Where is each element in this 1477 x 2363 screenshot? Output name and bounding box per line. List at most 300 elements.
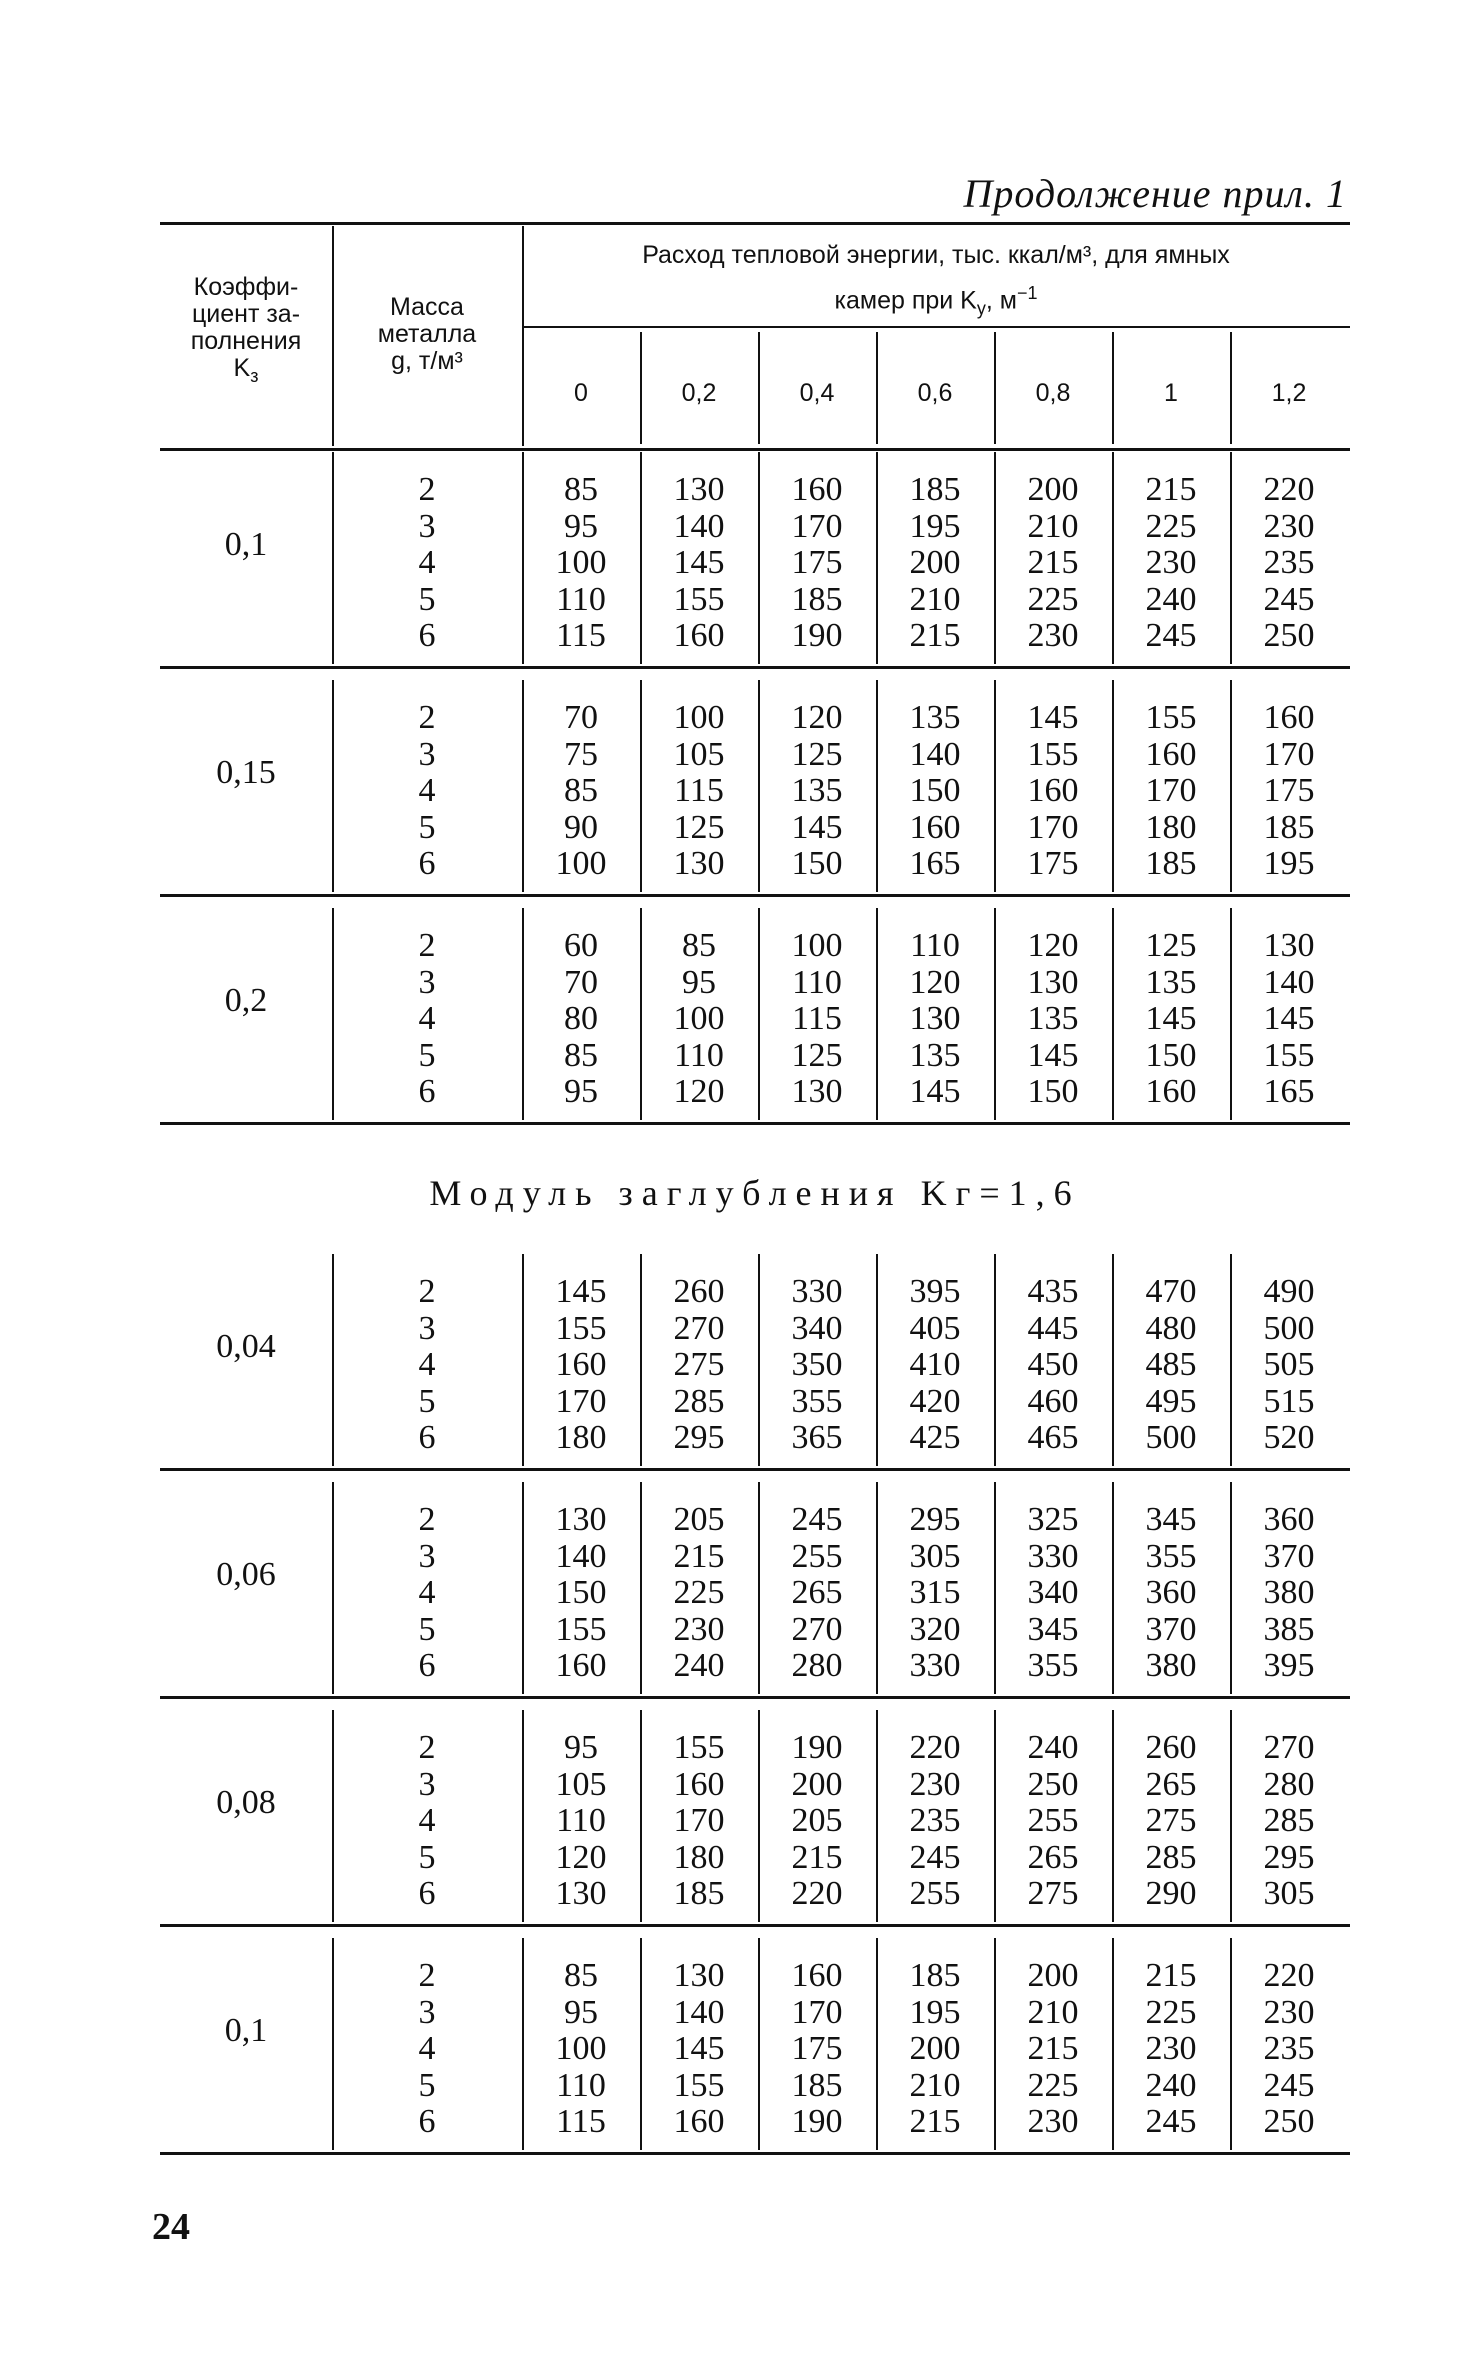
- value-cell: 105: [673, 735, 725, 773]
- mass-cell: 6: [418, 617, 436, 654]
- value-cell: 140: [1263, 963, 1315, 1001]
- value-cell: 130: [555, 1875, 607, 1912]
- value-cell: 155: [1027, 735, 1079, 773]
- mass-header: Масса металла g, т/м³: [377, 293, 477, 375]
- value-cell: 160: [555, 1346, 607, 1383]
- value-cell: 205: [673, 1501, 725, 1538]
- value-cell: 110: [792, 963, 842, 1001]
- value-cell: 115: [792, 1000, 842, 1037]
- value-cell: 230: [1027, 2103, 1079, 2140]
- ky-header-cell: 0: [574, 379, 588, 407]
- value-cell: 215: [673, 1537, 725, 1575]
- group-rule: [160, 666, 1350, 669]
- value-cell: 105: [555, 1765, 607, 1803]
- value-cell: 230: [1027, 617, 1079, 654]
- value-cell: 220: [1263, 471, 1315, 508]
- value-cell: 235: [909, 1802, 961, 1839]
- table-top-rule: [160, 222, 1350, 225]
- value-cell: 100: [673, 699, 725, 736]
- value-cell: 465: [1027, 1419, 1079, 1456]
- value-cell: 120: [555, 1838, 607, 1876]
- value-cell: 160: [1145, 1073, 1197, 1110]
- value-column: [1230, 472, 1348, 655]
- value-cell: 395: [909, 1273, 961, 1310]
- value-column: [876, 472, 994, 655]
- value-cell: 155: [673, 2066, 725, 2104]
- value-cell: 285: [1263, 1802, 1315, 1839]
- kz-value: 0,1: [224, 526, 268, 563]
- value-cell: 280: [1263, 1765, 1315, 1803]
- value-cell: 445: [1027, 1309, 1079, 1347]
- value-cell: 130: [909, 1000, 961, 1037]
- value-cell: 215: [1027, 2030, 1079, 2067]
- value-column: [994, 1958, 1112, 2141]
- mass-cell: 2: [418, 927, 436, 964]
- value-column: [994, 928, 1112, 1111]
- value-cell: 110: [674, 1036, 724, 1074]
- value-cell: 150: [791, 845, 843, 882]
- value-cell: 245: [791, 1501, 843, 1538]
- value-cell: 380: [1145, 1647, 1197, 1684]
- value-cell: 230: [1263, 1993, 1315, 2031]
- value-cell: 450: [1027, 1346, 1079, 1383]
- value-cell: 165: [909, 845, 961, 882]
- mass-cell: 2: [418, 1501, 436, 1538]
- mass-cell: 5: [418, 2066, 436, 2104]
- value-cell: 260: [1145, 1729, 1197, 1766]
- value-column: [640, 1730, 758, 1913]
- value-cell: 135: [1027, 1000, 1079, 1037]
- mass-cell: 4: [418, 1802, 436, 1839]
- mass-cell: 4: [418, 1574, 436, 1611]
- value-cell: 285: [1145, 1838, 1197, 1876]
- value-cell: 230: [673, 1610, 725, 1648]
- value-cell: 280: [791, 1647, 843, 1684]
- value-cell: 195: [909, 507, 961, 545]
- value-column: [522, 1958, 640, 2141]
- value-cell: 145: [791, 808, 843, 846]
- value-cell: 95: [682, 963, 716, 1001]
- value-cell: 190: [791, 617, 843, 654]
- value-cell: 155: [1145, 699, 1197, 736]
- mass-cell: 5: [418, 1610, 436, 1648]
- value-cell: 180: [555, 1419, 607, 1456]
- mass-cell: 5: [418, 580, 436, 618]
- value-cell: 240: [1145, 2066, 1197, 2104]
- value-column: [994, 1730, 1112, 1913]
- value-cell: 275: [1145, 1802, 1197, 1839]
- kz-header: Коэффи- циент за- полнения $K_з$: [190, 273, 302, 386]
- mass-cell: 6: [418, 1073, 436, 1110]
- value-cell: 150: [555, 1574, 607, 1611]
- value-cell: 85: [564, 1036, 598, 1074]
- value-cell: 150: [909, 772, 961, 809]
- value-cell: 210: [909, 2066, 961, 2104]
- value-cell: 405: [909, 1309, 961, 1347]
- value-column: [522, 1502, 640, 1685]
- value-column: [1112, 472, 1230, 655]
- mass-cell: 6: [418, 2103, 436, 2140]
- ky-header-cell: 0,2: [681, 379, 717, 407]
- value-cell: 145: [1145, 1000, 1197, 1037]
- value-cell: 110: [556, 1802, 606, 1839]
- value-cell: 350: [791, 1346, 843, 1383]
- value-cell: 80: [564, 1000, 598, 1037]
- mass-column: [332, 1274, 522, 1457]
- header-bottom-rule: [160, 448, 1350, 451]
- value-cell: 420: [909, 1382, 961, 1420]
- kz-value: 0,06: [216, 1556, 276, 1593]
- value-cell: 270: [673, 1309, 725, 1347]
- value-column: [994, 700, 1112, 883]
- ky-header-separator: [1230, 332, 1232, 444]
- value-cell: 155: [555, 1610, 607, 1648]
- value-cell: 245: [1145, 2103, 1197, 2140]
- mass-column: [332, 1730, 522, 1913]
- value-cell: 230: [909, 1765, 961, 1803]
- value-cell: 145: [555, 1273, 607, 1310]
- value-cell: 345: [1027, 1610, 1079, 1648]
- value-cell: 170: [1027, 808, 1079, 846]
- value-cell: 160: [791, 471, 843, 508]
- value-cell: 135: [909, 1036, 961, 1074]
- ky-header-cell: 1,2: [1271, 379, 1307, 407]
- ky-header-cell: 1: [1164, 379, 1178, 407]
- value-cell: 195: [909, 1993, 961, 2031]
- value-cell: 270: [1263, 1729, 1315, 1766]
- value-cell: 200: [909, 544, 961, 581]
- value-cell: 240: [673, 1647, 725, 1684]
- value-cell: 245: [909, 1838, 961, 1876]
- value-cell: 200: [1027, 1957, 1079, 1994]
- value-cell: 265: [1145, 1765, 1197, 1803]
- value-cell: 285: [673, 1382, 725, 1420]
- mass-cell: 4: [418, 1000, 436, 1037]
- value-column: [522, 472, 640, 655]
- value-cell: 85: [564, 471, 598, 508]
- value-cell: 490: [1263, 1273, 1315, 1310]
- mass-cell: 3: [418, 735, 436, 773]
- value-column: [758, 472, 876, 655]
- value-column: [876, 1502, 994, 1685]
- mass-cell: 2: [418, 699, 436, 736]
- value-cell: 140: [555, 1537, 607, 1575]
- mass-cell: 3: [418, 1537, 436, 1575]
- mass-cell: 5: [418, 1838, 436, 1876]
- mass-cell: 5: [418, 808, 436, 846]
- value-cell: 250: [1263, 617, 1315, 654]
- value-cell: 140: [673, 1993, 725, 2031]
- value-column: [1112, 1274, 1230, 1457]
- value-cell: 380: [1263, 1574, 1315, 1611]
- value-cell: 245: [1263, 580, 1315, 618]
- value-cell: 210: [1027, 1993, 1079, 2031]
- kz-value: 0,04: [216, 1328, 276, 1365]
- ky-header-cell: 0,4: [799, 379, 835, 407]
- value-cell: 85: [564, 1957, 598, 1994]
- value-cell: 85: [682, 927, 716, 964]
- value-cell: 60: [564, 927, 598, 964]
- value-cell: 130: [1027, 963, 1079, 1001]
- value-cell: 250: [1263, 2103, 1315, 2140]
- value-cell: 220: [909, 1729, 961, 1766]
- value-cell: 185: [1263, 808, 1315, 846]
- value-cell: 115: [556, 2103, 606, 2140]
- value-cell: 145: [673, 544, 725, 581]
- value-cell: 70: [564, 963, 598, 1001]
- section-title: Модуль заглубления Kг=1,6: [429, 1173, 1081, 1213]
- mass-column: [332, 1958, 522, 2141]
- value-column: [640, 1958, 758, 2141]
- mass-cell: 4: [418, 772, 436, 809]
- value-cell: 260: [673, 1273, 725, 1310]
- value-cell: 225: [1027, 2066, 1079, 2104]
- value-cell: 240: [1027, 1729, 1079, 1766]
- value-column: [1230, 1730, 1348, 1913]
- mass-cell: 4: [418, 544, 436, 581]
- value-cell: 435: [1027, 1273, 1079, 1310]
- value-cell: 130: [673, 845, 725, 882]
- ky-header-separator: [640, 332, 642, 444]
- value-cell: 170: [673, 1802, 725, 1839]
- value-column: [1112, 1730, 1230, 1913]
- mass-cell: 2: [418, 1729, 436, 1766]
- kz-value: 0,15: [216, 754, 276, 791]
- value-cell: 145: [1263, 1000, 1315, 1037]
- mass-column: [332, 700, 522, 883]
- value-cell: 250: [1027, 1765, 1079, 1803]
- value-cell: 355: [791, 1382, 843, 1420]
- value-cell: 295: [1263, 1838, 1315, 1876]
- value-cell: 135: [909, 699, 961, 736]
- value-cell: 170: [791, 507, 843, 545]
- value-column: [876, 1958, 994, 2141]
- value-column: [994, 1502, 1112, 1685]
- value-cell: 100: [555, 2030, 607, 2067]
- value-column: [876, 700, 994, 883]
- value-column: [1230, 928, 1348, 1111]
- value-cell: 330: [791, 1273, 843, 1310]
- value-cell: 340: [791, 1309, 843, 1347]
- value-cell: 240: [1145, 580, 1197, 618]
- value-cell: 160: [909, 808, 961, 846]
- group-rule: [160, 1468, 1350, 1471]
- value-cell: 305: [1263, 1875, 1315, 1912]
- page-number: 24: [152, 2206, 190, 2248]
- value-cell: 110: [556, 580, 606, 618]
- value-cell: 185: [1145, 845, 1197, 882]
- group-rule: [160, 1924, 1350, 1927]
- value-cell: 125: [1145, 927, 1197, 964]
- mass-column: [332, 472, 522, 655]
- value-cell: 120: [1027, 927, 1079, 964]
- value-cell: 520: [1263, 1419, 1315, 1456]
- value-column: [758, 928, 876, 1111]
- mass-cell: 3: [418, 507, 436, 545]
- value-cell: 95: [564, 507, 598, 545]
- value-cell: 145: [1027, 1036, 1079, 1074]
- value-cell: 330: [909, 1647, 961, 1684]
- value-cell: 295: [673, 1419, 725, 1456]
- value-column: [640, 928, 758, 1111]
- value-column: [640, 472, 758, 655]
- value-cell: 295: [909, 1501, 961, 1538]
- value-column: [522, 700, 640, 883]
- value-cell: 185: [791, 580, 843, 618]
- value-cell: 150: [1027, 1073, 1079, 1110]
- value-cell: 95: [564, 1729, 598, 1766]
- value-column: [522, 928, 640, 1111]
- value-column: [876, 1730, 994, 1913]
- value-cell: 190: [791, 2103, 843, 2140]
- value-cell: 130: [791, 1073, 843, 1110]
- value-column: [758, 1274, 876, 1457]
- value-cell: 500: [1263, 1309, 1315, 1347]
- value-cell: 485: [1145, 1346, 1197, 1383]
- value-cell: 470: [1145, 1273, 1197, 1310]
- value-cell: 360: [1263, 1501, 1315, 1538]
- value-cell: 170: [791, 1993, 843, 2031]
- value-cell: 100: [673, 1000, 725, 1037]
- value-cell: 110: [556, 2066, 606, 2104]
- value-cell: 115: [674, 772, 724, 809]
- mass-cell: 3: [418, 1993, 436, 2031]
- value-cell: 225: [1145, 1993, 1197, 2031]
- value-cell: 180: [673, 1838, 725, 1876]
- value-cell: 210: [1027, 507, 1079, 545]
- value-cell: 135: [791, 772, 843, 809]
- mass-cell: 2: [418, 1957, 436, 1994]
- continuation-caption: Продолжение прил. 1: [963, 171, 1347, 216]
- mass-column: [332, 1502, 522, 1685]
- value-cell: 145: [909, 1073, 961, 1110]
- value-cell: 215: [909, 2103, 961, 2140]
- mass-column: [332, 928, 522, 1111]
- value-cell: 370: [1263, 1537, 1315, 1575]
- value-cell: 160: [673, 617, 725, 654]
- value-cell: 315: [909, 1574, 961, 1611]
- kz-value: 0,08: [216, 1784, 276, 1821]
- value-cell: 145: [1027, 699, 1079, 736]
- value-cell: 180: [1145, 808, 1197, 846]
- value-column: [1230, 1958, 1348, 2141]
- value-column: [876, 1274, 994, 1457]
- value-cell: 265: [1027, 1838, 1079, 1876]
- value-cell: 425: [909, 1419, 961, 1456]
- value-cell: 215: [1145, 1957, 1197, 1994]
- value-cell: 410: [909, 1346, 961, 1383]
- value-cell: 355: [1145, 1537, 1197, 1575]
- value-cell: 190: [791, 1729, 843, 1766]
- value-cell: 70: [564, 699, 598, 736]
- value-cell: 515: [1263, 1382, 1315, 1420]
- value-cell: 275: [673, 1346, 725, 1383]
- mass-cell: 5: [418, 1036, 436, 1074]
- value-cell: 150: [1145, 1036, 1197, 1074]
- kz-value: 0,1: [224, 2012, 268, 2049]
- value-cell: 245: [1263, 2066, 1315, 2104]
- ky-header-cell: 0,6: [917, 379, 953, 407]
- value-cell: 215: [1145, 471, 1197, 508]
- value-cell: 175: [791, 2030, 843, 2067]
- value-cell: 95: [564, 1073, 598, 1110]
- value-cell: 125: [791, 735, 843, 773]
- value-cell: 170: [555, 1382, 607, 1420]
- value-cell: 385: [1263, 1610, 1315, 1648]
- value-cell: 500: [1145, 1419, 1197, 1456]
- value-cell: 90: [564, 808, 598, 846]
- ky-header-separator: [876, 332, 878, 444]
- value-cell: 215: [1027, 544, 1079, 581]
- value-cell: 155: [1263, 1036, 1315, 1074]
- mass-cell: 2: [418, 1273, 436, 1310]
- value-cell: 130: [1263, 927, 1315, 964]
- value-cell: 185: [791, 2066, 843, 2104]
- header-vline: [332, 226, 334, 446]
- value-cell: 160: [1263, 699, 1315, 736]
- value-cell: 200: [791, 1765, 843, 1803]
- value-cell: 175: [1027, 845, 1079, 882]
- value-cell: 505: [1263, 1346, 1315, 1383]
- value-cell: 225: [1145, 507, 1197, 545]
- value-cell: 140: [673, 507, 725, 545]
- value-column: [640, 1274, 758, 1457]
- value-cell: 235: [1263, 2030, 1315, 2067]
- value-cell: 160: [673, 2103, 725, 2140]
- value-cell: 305: [909, 1537, 961, 1575]
- group-rule: [160, 2152, 1350, 2155]
- value-column: [758, 700, 876, 883]
- value-column: [994, 472, 1112, 655]
- value-cell: 75: [564, 735, 598, 773]
- value-cell: 160: [1145, 735, 1197, 773]
- value-cell: 495: [1145, 1382, 1197, 1420]
- value-cell: 125: [673, 808, 725, 846]
- value-cell: 170: [1263, 735, 1315, 773]
- ky-header-separator: [1112, 332, 1114, 444]
- mass-cell: 3: [418, 963, 436, 1001]
- ky-header-separator: [758, 332, 760, 444]
- value-cell: 120: [909, 963, 961, 1001]
- value-cell: 115: [556, 617, 606, 654]
- value-cell: 395: [1263, 1647, 1315, 1684]
- value-column: [1230, 1274, 1348, 1457]
- mass-cell: 5: [418, 1382, 436, 1420]
- value-column: [522, 1274, 640, 1457]
- value-cell: 155: [673, 1729, 725, 1766]
- value-column: [1112, 928, 1230, 1111]
- value-cell: 160: [791, 1957, 843, 1994]
- kz-value: 0,2: [224, 982, 268, 1019]
- value-cell: 185: [909, 471, 961, 508]
- value-cell: 200: [909, 2030, 961, 2067]
- value-cell: 130: [673, 1957, 725, 1994]
- value-cell: 220: [791, 1875, 843, 1912]
- value-cell: 140: [909, 735, 961, 773]
- mass-cell: 3: [418, 1309, 436, 1347]
- value-cell: 355: [1027, 1647, 1079, 1684]
- mass-cell: 6: [418, 845, 436, 882]
- group-rule: [160, 894, 1350, 897]
- value-column: [1112, 1502, 1230, 1685]
- mass-cell: 4: [418, 1346, 436, 1383]
- ky-header-cell: 0,8: [1035, 379, 1071, 407]
- value-cell: 265: [791, 1574, 843, 1611]
- value-cell: 120: [791, 699, 843, 736]
- value-column: [1112, 1958, 1230, 2141]
- value-cell: 225: [673, 1574, 725, 1611]
- value-cell: 255: [791, 1537, 843, 1575]
